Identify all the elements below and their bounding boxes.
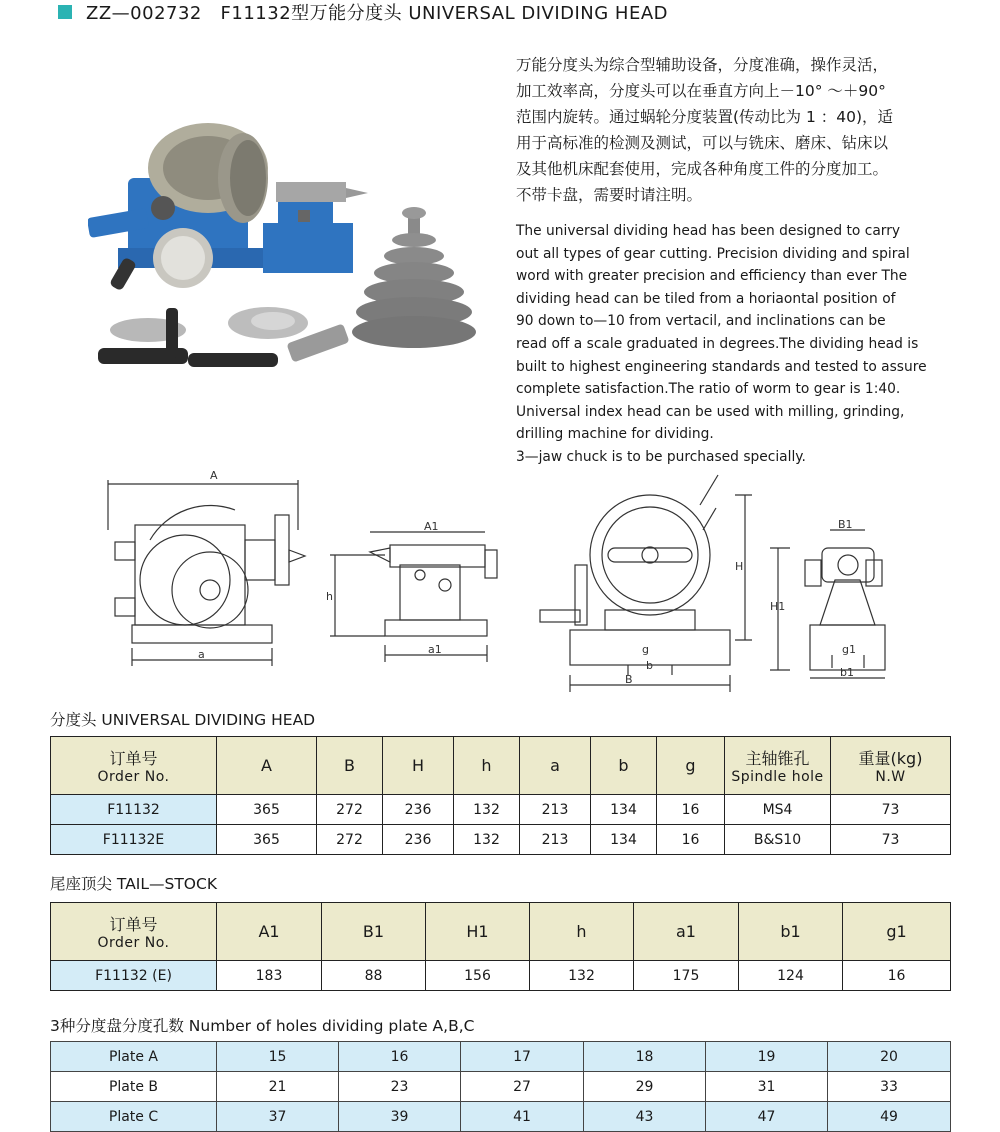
table-cell: 213	[520, 795, 591, 825]
table-row	[51, 1042, 951, 1072]
table-cell: 124	[739, 961, 843, 991]
table-cell: 183	[217, 961, 322, 991]
table-row	[51, 1102, 951, 1132]
table-cell: 132	[454, 825, 520, 855]
plates-table	[50, 1041, 951, 1132]
header-g: g	[657, 737, 725, 795]
dividing-head-side-view	[108, 480, 305, 666]
header-b1: b1	[739, 903, 843, 961]
accessories-photo	[98, 307, 350, 367]
en-line: 90 down to—10 from vertacil, and inclinations can be	[516, 313, 886, 330]
table-cell: 175	[634, 961, 739, 991]
order-no-cell: F11132 (E)	[51, 961, 217, 991]
header-order-no	[51, 737, 217, 795]
en-line: read off a scale graduated in degrees.The dividing head is	[516, 335, 919, 352]
table-cell: 16	[657, 795, 725, 825]
header-a1: a1	[634, 903, 739, 961]
table-cell: 19	[706, 1042, 828, 1072]
header-weight	[831, 737, 951, 795]
table-cell: 31	[706, 1072, 828, 1102]
tail-stock-section-title: 尾座顶尖 TAIL—STOCK	[50, 875, 217, 893]
en-line: Universal index head can be used with milling, grinding,	[516, 403, 905, 420]
header-en: Order No.	[97, 769, 170, 785]
table-cell: 15	[217, 1042, 339, 1072]
table-cell: 272	[317, 825, 383, 855]
description-english	[516, 220, 952, 469]
table-cell: 16	[339, 1042, 461, 1072]
cn-line: 用于高标准的检测及测试，可以与铣床、磨床、钻床以	[516, 134, 889, 152]
dividing-plates-photo	[352, 207, 476, 348]
table-cell: 18	[584, 1042, 706, 1072]
en-line: out all types of gear cutting. Precision dividing and spiral	[516, 245, 910, 262]
header-cn: 重量(kg)	[858, 749, 923, 768]
en-line: word with greater precision and efficiency than ever The	[516, 268, 908, 285]
header-H: H	[383, 737, 454, 795]
table-cell: 88	[322, 961, 426, 991]
table-row	[51, 795, 951, 825]
table-cell: 37	[217, 1102, 339, 1132]
page-header	[58, 0, 668, 24]
table-cell: 16	[843, 961, 951, 991]
table-cell: 41	[461, 1102, 584, 1132]
table-header-row	[51, 737, 951, 795]
label-H1: H1	[770, 600, 786, 613]
table-cell: 365	[217, 825, 317, 855]
header-cn: 订单号	[109, 915, 158, 934]
header-square-icon	[58, 5, 72, 19]
table-cell: 17	[461, 1042, 584, 1072]
header-g1: g1	[843, 903, 951, 961]
table-cell: 236	[383, 795, 454, 825]
cn-line: 加工效率高，分度头可以在垂直方向上－10° ～＋90°	[516, 82, 886, 100]
header-order-no	[51, 903, 217, 961]
header-cn: 主轴锥孔	[745, 749, 810, 768]
en-line: drilling machine for dividing.	[516, 426, 714, 443]
table-cell: 156	[426, 961, 530, 991]
header-A: A	[217, 737, 317, 795]
label-B1: B1	[838, 518, 853, 531]
plate-label-cell: Plate B	[51, 1072, 217, 1102]
table-row	[51, 1072, 951, 1102]
label-a1: a1	[428, 643, 442, 656]
table-cell: 132	[454, 795, 520, 825]
header-h: h	[530, 903, 634, 961]
cn-line: 范围内旋转。通过蜗轮分度装置(传动比为 1 ：40)，适	[516, 108, 894, 126]
dividing-head-photo	[88, 123, 268, 291]
header-en: Spindle hole	[731, 769, 824, 785]
order-no-cell: F11132E	[51, 825, 217, 855]
table-cell: 213	[520, 825, 591, 855]
en-line: dividing head can be tiled from a horiaontal position of	[516, 290, 896, 307]
header-en: Order No.	[97, 935, 170, 951]
table-cell: 39	[339, 1102, 461, 1132]
en-line: 3—jaw chuck is to be purchased specially.	[516, 448, 806, 465]
tail-stock-table	[50, 902, 951, 991]
table-row	[51, 825, 951, 855]
description-chinese	[516, 52, 952, 208]
tail-stock-photo	[263, 182, 368, 273]
label-H: H	[735, 560, 744, 573]
table-cell: 16	[657, 825, 725, 855]
label-A1: A1	[424, 520, 439, 533]
table-cell: 21	[217, 1072, 339, 1102]
label-b1: b1	[840, 666, 854, 679]
label-g1: g1	[842, 643, 856, 656]
table-cell: 49	[828, 1102, 951, 1132]
cn-line: 不带卡盘，需要时请注明。	[516, 186, 703, 204]
table-cell: 20	[828, 1042, 951, 1072]
table-cell: 132	[530, 961, 634, 991]
label-g: g	[642, 643, 649, 656]
table-cell: 73	[831, 795, 951, 825]
table-cell: B&S10	[725, 825, 831, 855]
header-spindle-hole	[725, 737, 831, 795]
table-cell: 272	[317, 795, 383, 825]
table-cell: 23	[339, 1072, 461, 1102]
tail-stock-front-view	[770, 530, 885, 678]
table-cell: 27	[461, 1072, 584, 1102]
label-h: h	[326, 590, 333, 603]
dividing-head-table	[50, 736, 951, 855]
header-B: B	[317, 737, 383, 795]
tail-stock-side-view	[330, 532, 497, 662]
label-a: a	[198, 648, 205, 661]
order-no-cell: F11132	[51, 795, 217, 825]
table-cell: 29	[584, 1072, 706, 1102]
table-header-row	[51, 903, 951, 961]
page-title: ZZ—002732 F11132型万能分度头 UNIVERSAL DIVIDING HEAD	[86, 3, 669, 24]
plate-label-cell: Plate C	[51, 1102, 217, 1132]
table-cell: 43	[584, 1102, 706, 1132]
plate-label-cell: Plate A	[51, 1042, 217, 1072]
product-photo	[88, 118, 488, 380]
table-cell: 134	[591, 795, 657, 825]
header-A1: A1	[217, 903, 322, 961]
cn-line: 万能分度头为综合型辅助设备，分度准确，操作灵活，	[516, 56, 889, 74]
header-h: h	[454, 737, 520, 795]
table-cell: 47	[706, 1102, 828, 1132]
technical-drawing	[0, 470, 1000, 695]
label-B: B	[625, 673, 633, 686]
header-en: N.W	[875, 769, 906, 785]
table-cell: 134	[591, 825, 657, 855]
table-cell: 365	[217, 795, 317, 825]
header-B1: B1	[322, 903, 426, 961]
header-cn: 订单号	[109, 749, 158, 768]
en-line: The universal dividing head has been designed to carry	[516, 223, 901, 239]
header-b: b	[591, 737, 657, 795]
table-cell: MS4	[725, 795, 831, 825]
plates-section-title: 3种分度盘分度孔数 Number of holes dividing plate A,B,C	[50, 1017, 475, 1035]
header-a: a	[520, 737, 591, 795]
table-cell: 236	[383, 825, 454, 855]
dividing-head-section-title: 分度头 UNIVERSAL DIVIDING HEAD	[50, 711, 316, 729]
label-A: A	[210, 470, 218, 482]
table-row	[51, 961, 951, 991]
header-H1: H1	[426, 903, 530, 961]
table-cell: 73	[831, 825, 951, 855]
label-b: b	[646, 659, 653, 672]
cn-line: 及其他机床配套使用，完成各种角度工件的分度加工。	[516, 160, 889, 178]
table-cell: 33	[828, 1072, 951, 1102]
en-line: complete satisfaction.The ratio of worm to gear is 1:40.	[516, 381, 901, 398]
en-line: built to highest engineering standards and tested to assure	[516, 358, 927, 375]
